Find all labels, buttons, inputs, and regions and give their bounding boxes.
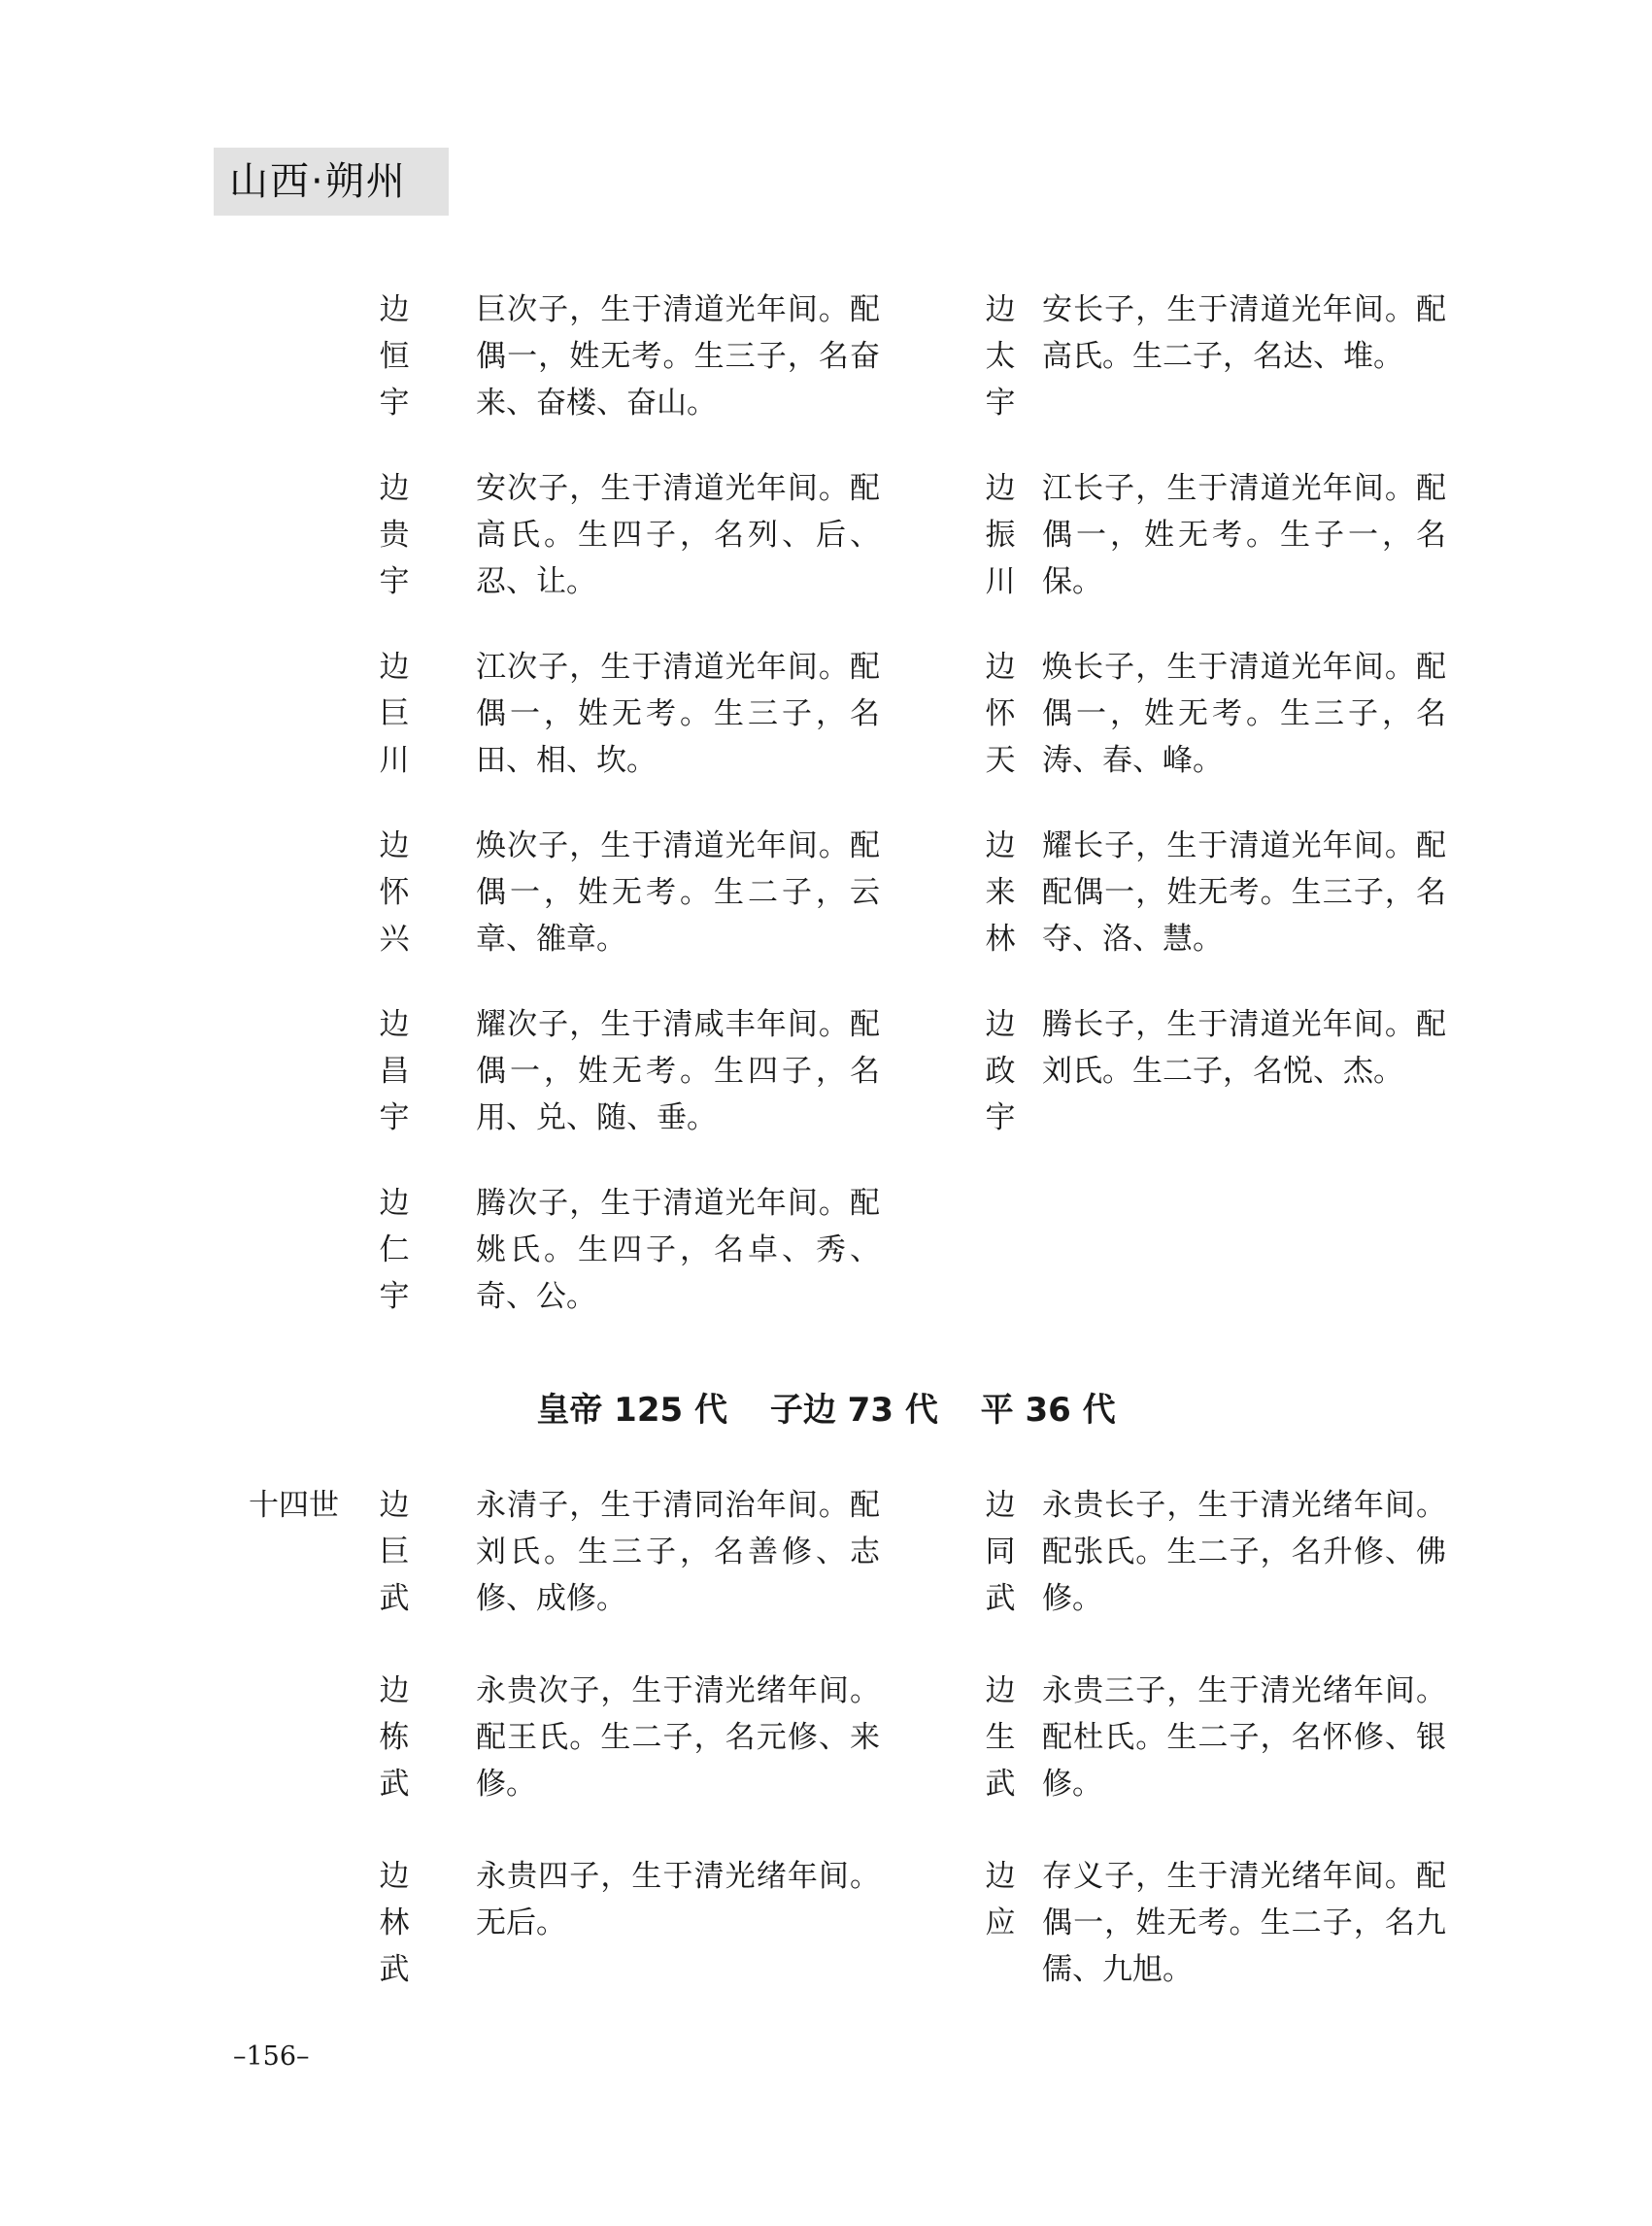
person-name: 边 太 宇: [985, 292, 1016, 421]
person-description: 永清子，生于清同治年间。配刘氏。生三子，名善修、志修、成修。: [476, 1488, 880, 1616]
person-description: 耀长子，生于清道光年间。配配偶一，姓无考。生三子，名夺、洛、慧。: [1042, 828, 1446, 957]
generation-heading: [0, 1387, 1652, 1433]
person-name: 边 来 林: [985, 828, 1016, 957]
generation-ping: 平 36 代: [980, 1391, 1116, 1430]
person-name: 边 政 宇: [985, 1007, 1016, 1135]
person-description: 巨次子，生于清道光年间。配偶一，姓无考。生三子，名奋来、奋楼、奋山。: [476, 292, 880, 421]
person-description: 永贵四子，生于清光绪年间。无后。: [476, 1859, 880, 1940]
person-name: 边 贵 宇: [379, 471, 410, 599]
person-name: 边 栋 武: [379, 1673, 410, 1802]
person-name: 边 应: [985, 1859, 1016, 1940]
person-description: 安长子，生于清道光年间。配高氏。生二子，名达、堆。: [1042, 292, 1446, 374]
generation-label: 十四世: [249, 1488, 339, 1523]
person-description: 安次子，生于清道光年间。配高氏。生四子，名列、后、忍、让。: [476, 471, 880, 599]
person-name: 边 仁 宇: [379, 1186, 410, 1314]
page-number: –156–: [233, 2041, 310, 2072]
person-description: 永贵长子，生于清光绪年间。配张氏。生二子，名升修、佛修。: [1042, 1488, 1446, 1616]
person-name: 边 振 川: [985, 471, 1016, 599]
person-name: 边 林 武: [379, 1859, 410, 1987]
person-name: 边 昌 宇: [379, 1007, 410, 1135]
person-description: 永贵次子，生于清光绪年间。配王氏。生二子，名元修、来修。: [476, 1673, 880, 1802]
person-description: 存义子，生于清光绪年间。配偶一，姓无考。生二子，名九儒、九旭。: [1042, 1859, 1446, 1987]
person-description: 耀次子，生于清咸丰年间。配偶一，姓无考。生四子，名用、兑、随、垂。: [476, 1007, 880, 1135]
person-description: 江次子，生于清道光年间。配偶一，姓无考。生三子，名田、相、坎。: [476, 650, 880, 778]
person-name: 边 怀 天: [985, 650, 1016, 778]
person-name: 边 恒 宇: [379, 292, 410, 421]
chapter-title: 山西·朔州: [229, 159, 407, 204]
person-description: 焕次子，生于清道光年间。配偶一，姓无考。生二子，云章、雒章。: [476, 828, 880, 957]
person-description: 江长子，生于清道光年间。配偶一，姓无考。生子一，名保。: [1042, 471, 1446, 599]
person-description: 焕长子，生于清道光年间。配偶一，姓无考。生三子，名涛、春、峰。: [1042, 650, 1446, 778]
person-name: 边 同 武: [985, 1488, 1016, 1616]
generation-emperor: 皇帝 125 代: [536, 1391, 727, 1430]
person-description: 永贵三子，生于清光绪年间。配杜氏。生二子，名怀修、银修。: [1042, 1673, 1446, 1802]
generation-bian: 子边 73 代: [769, 1391, 938, 1430]
person-name: 边 巨 武: [379, 1488, 410, 1616]
person-name: 边 怀 兴: [379, 828, 410, 957]
person-description: 腾次子，生于清道光年间。配姚氏。生四子，名卓、秀、奇、公。: [476, 1186, 880, 1314]
chapter-header-tab: [214, 148, 449, 216]
person-description: 腾长子，生于清道光年间。配刘氏。生二子，名悦、杰。: [1042, 1007, 1446, 1089]
person-name: 边 生 武: [985, 1673, 1016, 1802]
person-name: 边 巨 川: [379, 650, 410, 778]
